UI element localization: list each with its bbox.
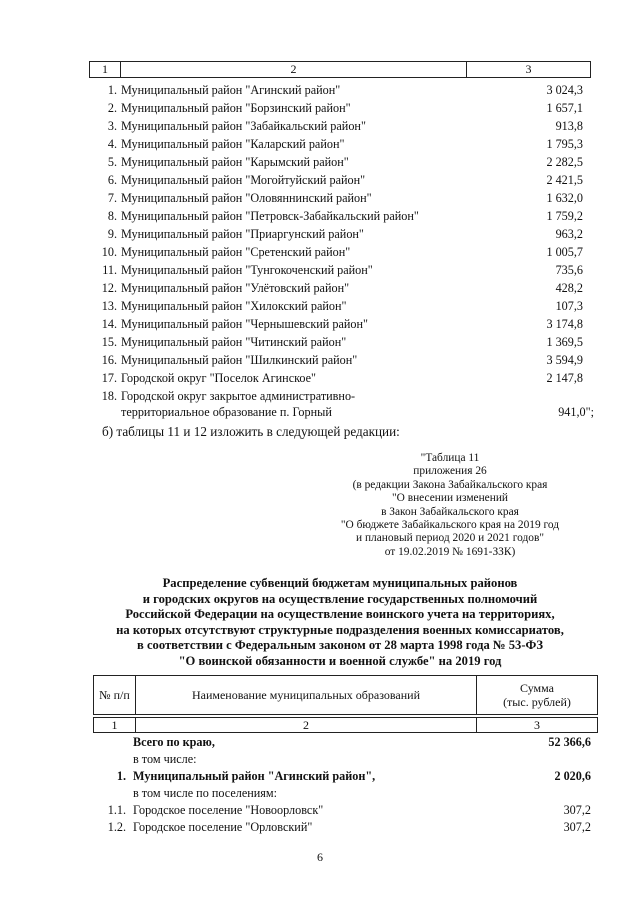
row-number: 4. xyxy=(107,137,117,151)
table2-header xyxy=(93,675,598,715)
table-row xyxy=(93,768,598,785)
amount-value: 307,2 xyxy=(563,803,591,817)
amount-value: 1 759,2 xyxy=(546,209,583,223)
table-row xyxy=(89,81,594,99)
table2-col-sum xyxy=(476,676,597,714)
row-number: 1.1. xyxy=(107,803,126,817)
table-row xyxy=(93,751,598,768)
table-row xyxy=(89,333,594,351)
table-row xyxy=(89,225,594,243)
heading-line: в соответствии с Федеральным законом от 28 марта 1998 года № 53-ФЗ xyxy=(137,638,543,653)
table-row xyxy=(93,819,598,836)
amount-value: 913,8 xyxy=(555,119,583,133)
row-number: 18. xyxy=(101,389,117,403)
table2-index-col1: 1 xyxy=(111,718,118,732)
table2-col-sum-unit: (тыс. рублей) xyxy=(503,695,571,709)
table1-header-col1: 1 xyxy=(102,62,108,76)
municipality-name: Муниципальный район "Могойтуйский район" xyxy=(121,173,366,187)
row-number: 6. xyxy=(107,173,117,187)
municipality-name: в том числе по поселениям: xyxy=(133,786,277,800)
municipality-name: Муниципальный район "Агинский район" xyxy=(121,83,341,97)
table-caption xyxy=(300,452,600,559)
caption-line: "О бюджете Забайкальского края на 2019 год xyxy=(340,519,560,532)
table-row xyxy=(89,117,594,135)
amount-value: 107,3 xyxy=(555,299,583,313)
municipality-name: Муниципальный район "Борзинский район" xyxy=(121,101,351,115)
row-number: 1. xyxy=(107,83,117,97)
caption-line: "Таблица 11 xyxy=(420,452,480,464)
table2-index-col3: 3 xyxy=(476,718,597,732)
table-row xyxy=(89,315,594,333)
table2-col-sum-title: Сумма xyxy=(520,681,554,695)
row-number: 15. xyxy=(101,335,117,349)
amount-value: 1 369,5 xyxy=(546,335,583,349)
row-number: 1.2. xyxy=(107,820,126,834)
table1-header-col2: 2 xyxy=(120,62,466,77)
row-number: 5. xyxy=(107,155,117,169)
municipality-name: Муниципальный район "Улётовский район" xyxy=(121,281,350,295)
caption-line: приложения 26 xyxy=(413,465,487,478)
amount-value: 2 282,5 xyxy=(546,155,583,169)
heading-line: на которых отсутствуют структурные подразделения военных комиссариатов, xyxy=(116,622,564,637)
row-number: 11. xyxy=(102,263,117,277)
intro-text: б) таблицы 11 и 12 изложить в следующей редакции: xyxy=(102,424,400,439)
table-row xyxy=(89,135,594,153)
row-number: 13. xyxy=(101,299,117,313)
amount-value: 3 174,8 xyxy=(546,317,583,331)
table1-body xyxy=(89,81,594,421)
amount-value: 428,2 xyxy=(555,281,583,295)
municipality-name-line: Городской округ закрытое административно- xyxy=(121,389,356,403)
table-row xyxy=(89,369,594,387)
table-row xyxy=(89,171,594,189)
municipality-name: Всего по краю, xyxy=(133,735,215,749)
row-number: 2. xyxy=(107,101,117,115)
amount-value: 52 366,6 xyxy=(548,735,591,749)
table-row xyxy=(89,297,594,315)
caption-line: и плановый период 2020 и 2021 годов" xyxy=(356,532,544,545)
caption-line: "О внесении изменений xyxy=(391,492,509,505)
municipality-name: Городское поселение "Орловский" xyxy=(133,820,313,834)
amount-value: 307,2 xyxy=(563,820,591,834)
table-row xyxy=(93,734,598,751)
amount-value: 2 147,8 xyxy=(546,371,583,385)
municipality-name-line: территориальное образование п. Горный xyxy=(121,405,332,419)
municipality-name: Городское поселение "Новоорловск" xyxy=(133,803,324,817)
heading-line: Распределение субвенций бюджетам муниципальных районов xyxy=(162,576,518,590)
table-row xyxy=(89,351,594,369)
amount-value: 2 020,6 xyxy=(554,769,591,783)
table-row xyxy=(89,207,594,225)
amount-value: 1 005,7 xyxy=(546,245,583,259)
amount-value: 735,6 xyxy=(555,263,583,277)
amount-value: 941,0"; xyxy=(558,405,594,419)
amount-value: 3 024,3 xyxy=(546,83,583,97)
municipality-name: Муниципальный район "Карымский район" xyxy=(121,155,349,169)
table2-index-row xyxy=(93,717,598,733)
table-heading xyxy=(80,576,600,670)
table-row xyxy=(89,99,594,117)
municipality-name: Городской округ "Поселок Агинское" xyxy=(121,371,317,385)
municipality-name xyxy=(121,388,355,420)
municipality-name: Муниципальный район "Сретенский район" xyxy=(121,245,351,259)
row-number: 16. xyxy=(101,353,117,367)
table1-header xyxy=(89,61,591,78)
table-row xyxy=(89,153,594,171)
table-row xyxy=(89,279,594,297)
municipality-name: Муниципальный район "Хилокский район" xyxy=(121,299,347,313)
caption-line: в Закон Забайкальского края xyxy=(381,505,519,518)
municipality-name: Муниципальный район "Петровск-Забайкальский район" xyxy=(121,209,419,223)
table2-body xyxy=(93,734,598,836)
caption-line: (в редакции Закона Забайкальского края xyxy=(352,478,548,491)
row-number: 3. xyxy=(107,119,117,133)
heading-line: и городских округов на осуществление государственных полномочий xyxy=(142,591,538,606)
municipality-name: Муниципальный район "Приаргунский район" xyxy=(121,227,364,241)
row-number: 8. xyxy=(107,209,117,223)
municipality-name: Муниципальный район "Тунгокоченский район" xyxy=(121,263,373,277)
heading-line: "О воинской обязанности и военной службе" на 2019 год xyxy=(178,653,502,668)
municipality-name: Муниципальный район "Читинский район" xyxy=(121,335,347,349)
page-number: 6 xyxy=(317,850,323,864)
table-row xyxy=(89,387,594,421)
municipality-name: Муниципальный район "Оловяннинский район" xyxy=(121,191,372,205)
table-row xyxy=(93,802,598,819)
amount-value: 1 657,1 xyxy=(546,101,583,115)
amount-value: 2 421,5 xyxy=(546,173,583,187)
municipality-name: Муниципальный район "Шилкинский район" xyxy=(121,353,358,367)
municipality-name: Муниципальный район "Чернышевский район" xyxy=(121,317,368,331)
municipality-name: в том числе: xyxy=(133,752,197,766)
heading-line: Российской Федерации на осуществление воинского учета на территориях, xyxy=(125,607,555,622)
table-row xyxy=(93,785,598,802)
municipality-name: Муниципальный район "Забайкальский район" xyxy=(121,119,366,133)
amount-value: 3 594,9 xyxy=(546,353,583,367)
amount-value: 963,2 xyxy=(555,227,583,241)
caption-line: от 19.02.2019 № 1691-ЗЗК) xyxy=(384,545,516,558)
row-number: 14. xyxy=(101,317,117,331)
row-number: 7. xyxy=(107,191,117,205)
row-number: 12. xyxy=(101,281,117,295)
municipality-name: Муниципальный район "Каларский район" xyxy=(121,137,345,151)
table1-header-col3: 3 xyxy=(466,62,590,77)
row-number: 10. xyxy=(101,245,117,259)
table-row xyxy=(89,261,594,279)
table2-index-col2: 2 xyxy=(135,718,476,732)
table-row xyxy=(89,189,594,207)
table2-col-num: № п/п xyxy=(99,688,130,702)
row-number: 1. xyxy=(116,769,126,783)
amount-value: 1 795,3 xyxy=(546,137,583,151)
municipality-name: Муниципальный район "Агинский район", xyxy=(133,769,376,783)
row-number: 17. xyxy=(101,371,117,385)
amount-value: 1 632,0 xyxy=(546,191,583,205)
table2-col-name: Наименование муниципальных образований xyxy=(135,676,476,714)
row-number: 9. xyxy=(107,227,117,241)
table-row xyxy=(89,243,594,261)
